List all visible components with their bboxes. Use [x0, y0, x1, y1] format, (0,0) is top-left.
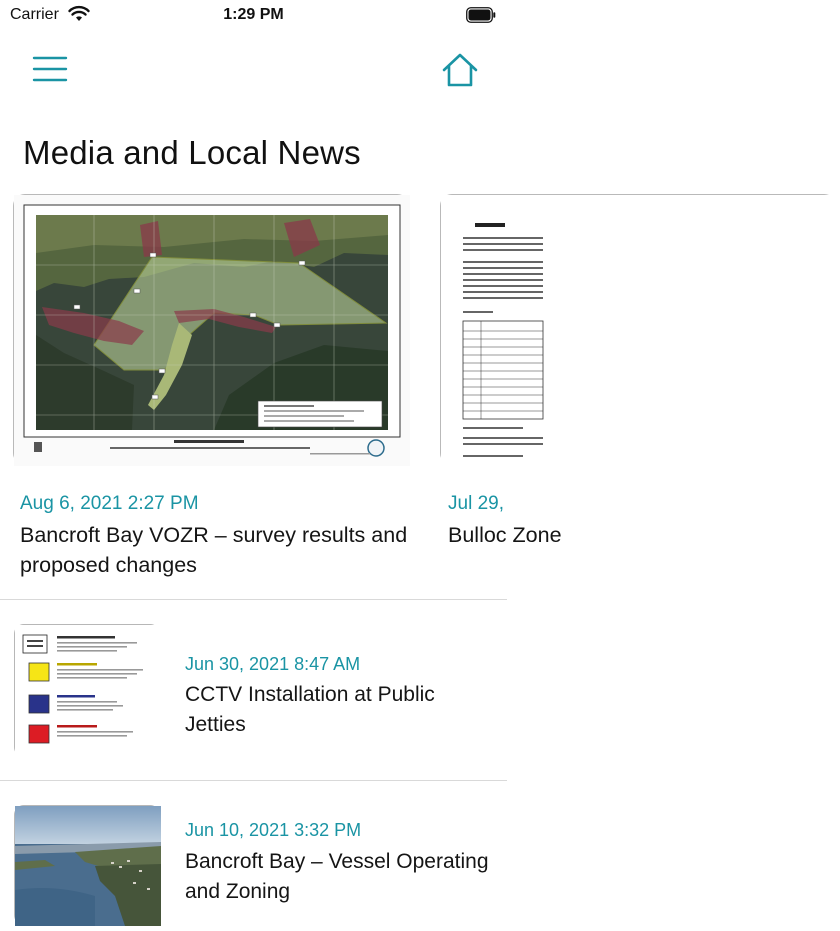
- card-date: Jul 29,: [448, 493, 504, 514]
- news-list-item[interactable]: [0, 600, 507, 780]
- card-date: Aug 6, 2021 2:27 PM: [20, 493, 199, 514]
- status-time: 1:29 PM: [223, 6, 284, 23]
- news-date: Jun 10, 2021 3:32 PM: [185, 820, 362, 840]
- notice-document-thumbnail: [440, 194, 836, 465]
- bay-aerial-photo-thumbnail: [14, 805, 160, 925]
- status-bar: [0, 0, 507, 32]
- news-title: CCTV Installation at Public Jetties: [185, 683, 435, 736]
- hamburger-menu-icon[interactable]: [32, 54, 68, 84]
- page-title: Media and Local News: [23, 134, 361, 171]
- battery-icon: [466, 7, 496, 23]
- featured-news-card[interactable]: [13, 190, 413, 590]
- featured-news-carousel[interactable]: [0, 190, 562, 590]
- card-title: Bancroft Bay VOZR – survey results and proposed changes: [20, 523, 408, 577]
- carrier-label: Carrier: [10, 6, 59, 23]
- card-title: Bulloc Zone: [448, 523, 562, 547]
- map-thumbnail-image: [13, 194, 409, 465]
- berthing-zones-thumbnail: [14, 624, 160, 757]
- news-date: Jun 30, 2021 8:47 AM: [185, 654, 361, 674]
- news-list-item[interactable]: [0, 781, 507, 903]
- news-title: Bancroft Bay – Vessel Operating and Zoning: [185, 850, 489, 903]
- featured-news-card[interactable]: [440, 190, 840, 590]
- home-icon[interactable]: [440, 50, 480, 90]
- navigation-bar: [0, 40, 507, 100]
